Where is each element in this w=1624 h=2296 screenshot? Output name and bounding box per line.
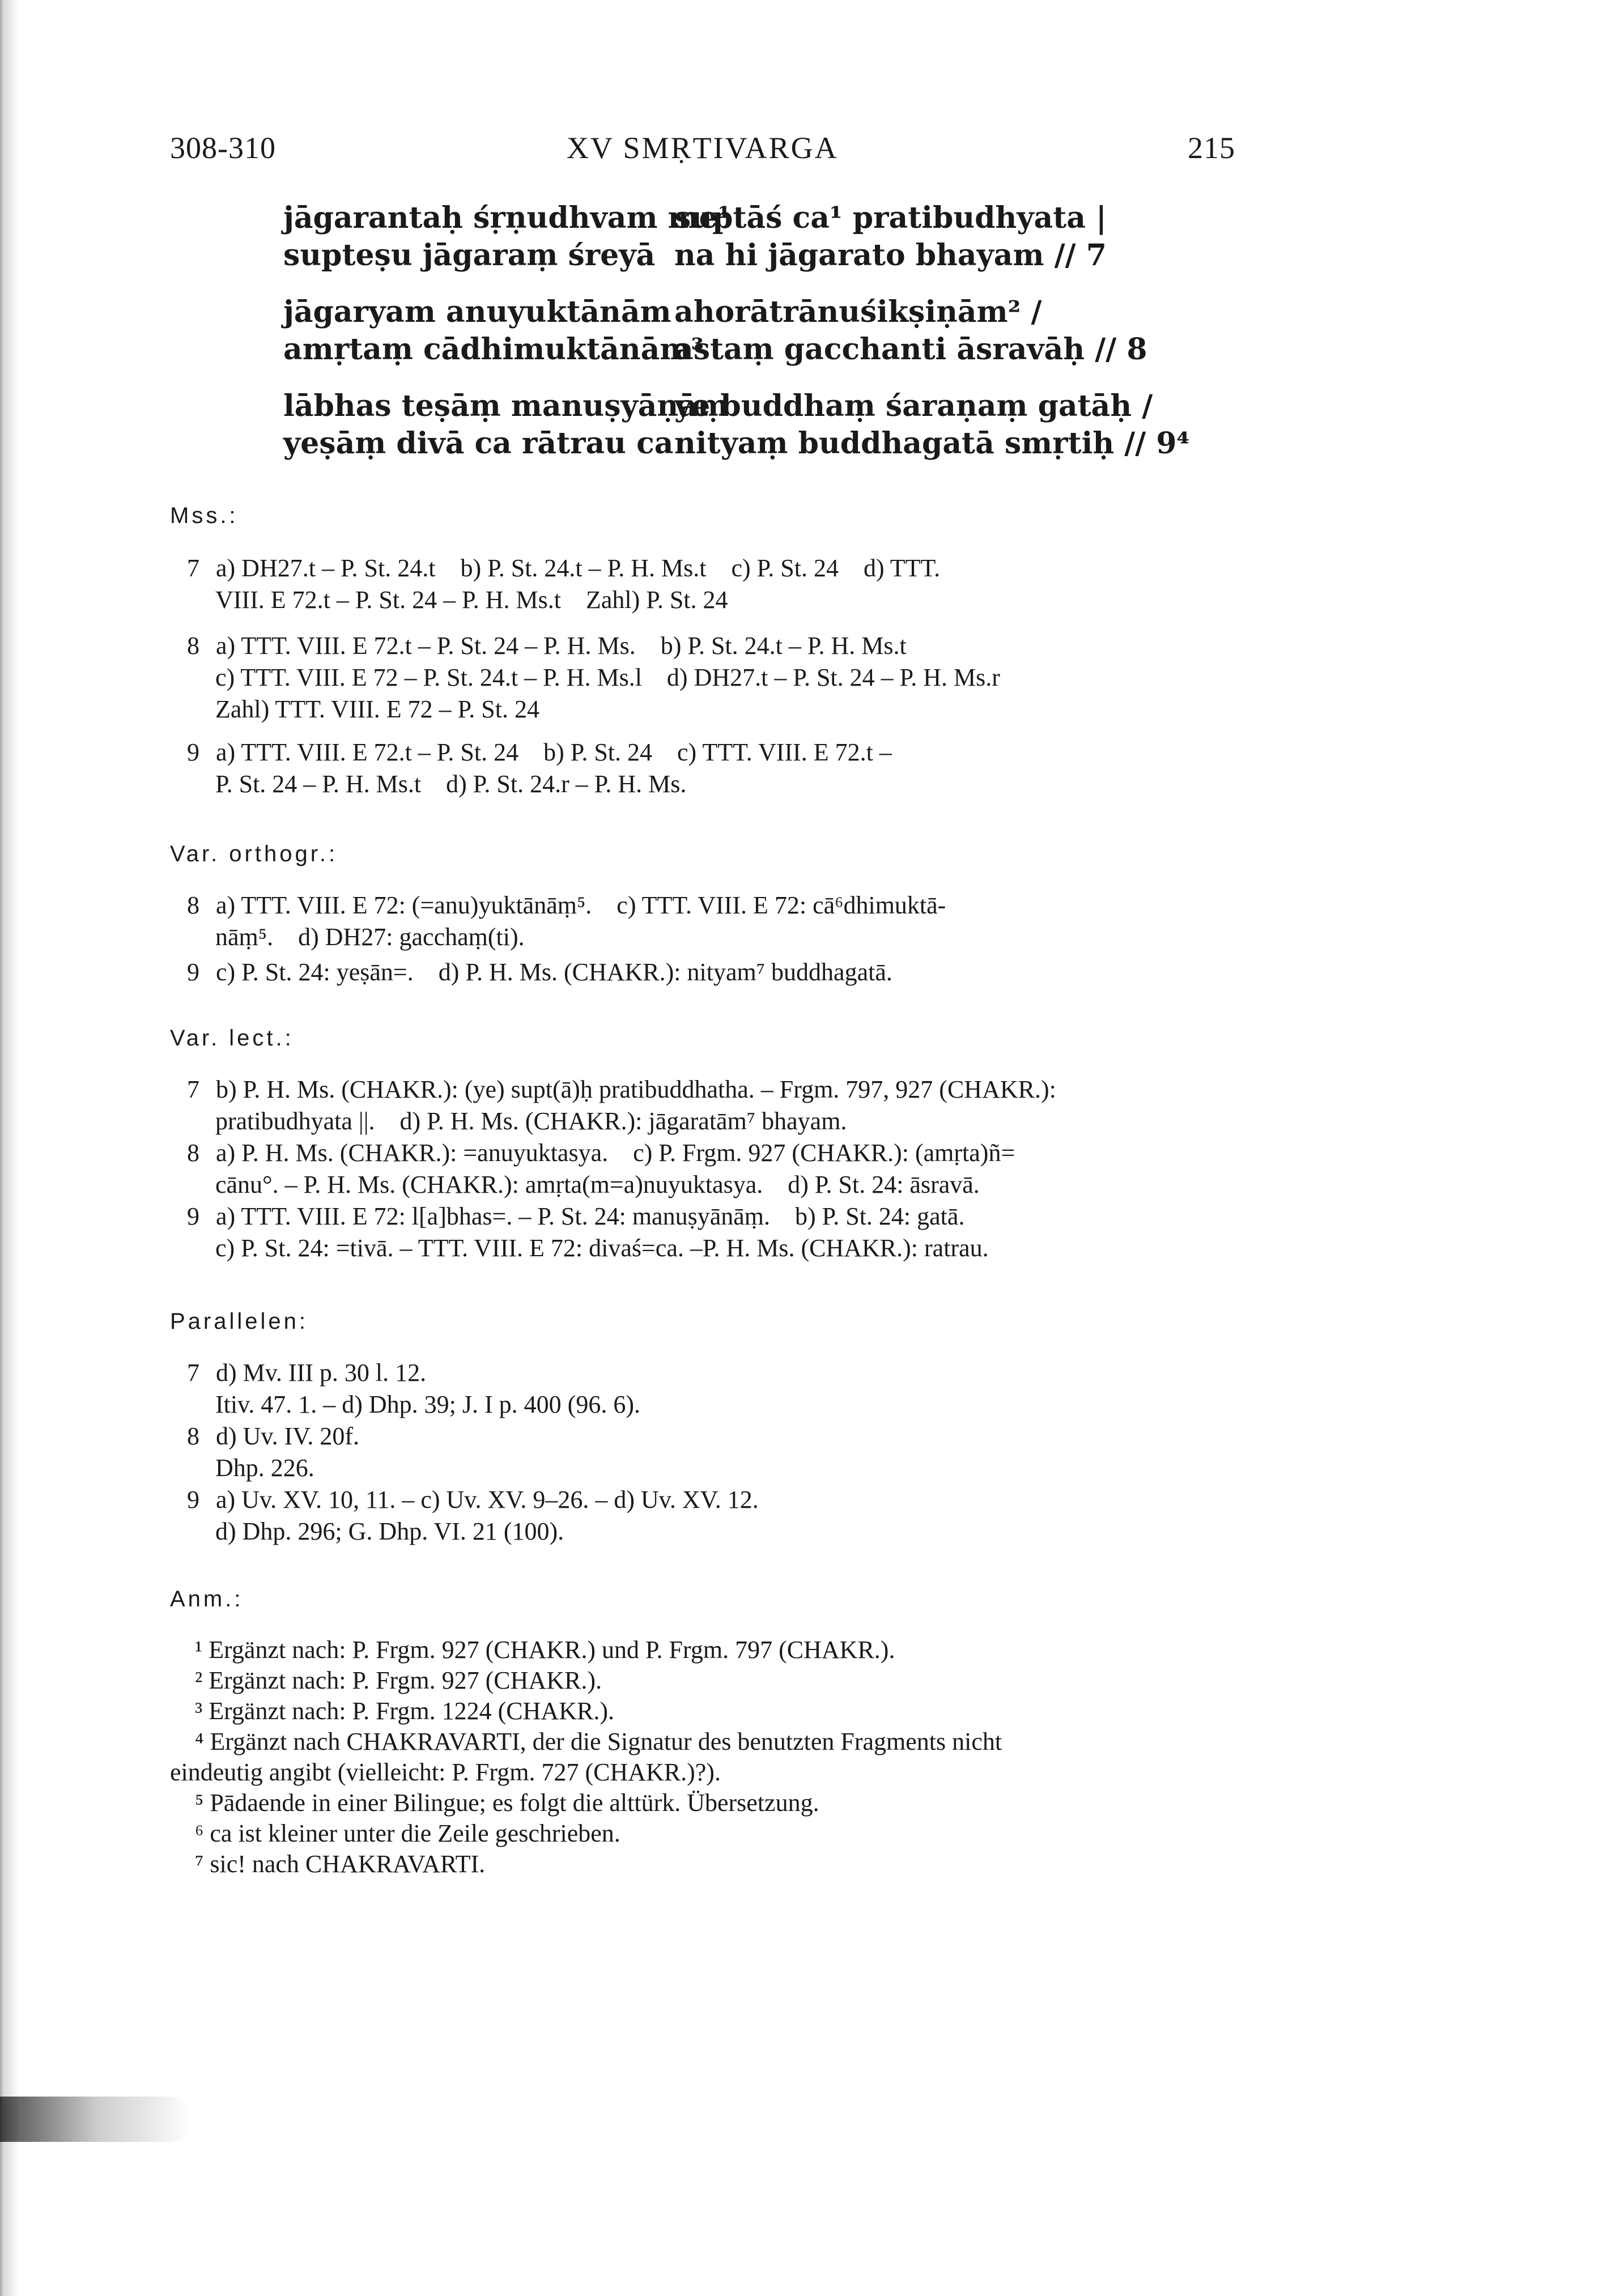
entry-number: 7 bbox=[187, 554, 199, 582]
entry-line: Dhp. 226. bbox=[215, 1454, 314, 1482]
entry-line: a) TTT. VIII. E 72: (=anu)yuktānāṃ⁵. c) TTT. VIII. E 72: cā⁶dhimuktā- bbox=[216, 891, 946, 919]
orthogr-entry-8 bbox=[187, 890, 1235, 953]
entry-number: 9 bbox=[187, 958, 199, 986]
footnote-7: ⁷ sic! nach CHAKRAVARTI. bbox=[170, 1850, 486, 1878]
section-title-anm: Anm.: bbox=[170, 1587, 244, 1612]
verse-8 bbox=[283, 294, 1247, 368]
pada-b: ahorātrānuśikṣiṇām² / bbox=[674, 295, 1042, 329]
verse-7 bbox=[283, 199, 1247, 274]
lect-entry-8 bbox=[187, 1137, 1235, 1201]
verse-line bbox=[283, 294, 1247, 331]
section-title-var-orthogr: Var. orthogr.: bbox=[170, 841, 338, 866]
entry-line: d) Dhp. 296; G. Dhp. VI. 21 (100). bbox=[215, 1517, 564, 1545]
entry-line: c) P. St. 24: yeṣān=. d) P. H. Ms. (CHAKR.): nityam⁷ buddhagatā. bbox=[216, 958, 892, 986]
mss-entry-9 bbox=[187, 737, 1235, 800]
entry-line: Zahl) TTT. VIII. E 72 – P. St. 24 bbox=[215, 695, 539, 723]
entry-line: a) DH27.t – P. St. 24.t b) P. St. 24.t – P. H. Ms.t c) P. St. 24 d) TTT. bbox=[216, 554, 941, 582]
mss-entry-8 bbox=[187, 630, 1235, 725]
entry-line: b) P. H. Ms. (CHAKR.): (ye) supt(ā)ḥ pratibuddhatha. – Frgm. 797, 927 (CHAKR.): bbox=[216, 1075, 1056, 1103]
entry-number: 7 bbox=[187, 1359, 199, 1387]
entry-number: 8 bbox=[187, 1139, 199, 1167]
pada-d: nityaṃ buddhagatā smṛtiḥ // 9⁴ bbox=[674, 426, 1190, 461]
mss-entry-7 bbox=[187, 552, 1235, 616]
pada-a: jāgaryam anuyuktānām bbox=[283, 295, 671, 329]
entry-line: cānu°. – P. H. Ms. (CHAKR.): amṛta(m=a)nuyuktasya. d) P. St. 24: āsravā. bbox=[215, 1171, 980, 1198]
verse-line bbox=[283, 331, 1247, 368]
entry-number: 8 bbox=[187, 1422, 199, 1450]
page-number: 215 bbox=[1188, 131, 1235, 165]
verse-9 bbox=[283, 388, 1247, 462]
pada-a: lābhas teṣāṃ manuṣyāṇāṃ bbox=[283, 389, 729, 423]
entry-line: a) P. H. Ms. (CHAKR.): =anuyuktasya. c) P. Frgm. 927 (CHAKR.): (amṛta)ñ= bbox=[216, 1139, 1015, 1167]
pada-b: suptāś ca¹ pratibudhyata | bbox=[674, 201, 1107, 235]
section-title-mss: Mss.: bbox=[170, 503, 239, 528]
lect-entry-9 bbox=[187, 1201, 1235, 1264]
footnote-6: ⁶ ca ist kleiner unter die Zeile geschrieben. bbox=[170, 1819, 620, 1847]
verse-line bbox=[283, 237, 1247, 274]
entry-line: VIII. E 72.t – P. St. 24 – P. H. Ms.t Zahl) P. St. 24 bbox=[215, 586, 728, 614]
pada-d: na hi jāgarato bhayam // 7 bbox=[674, 238, 1107, 273]
entry-line: P. St. 24 – P. H. Ms.t d) P. St. 24.r – P. H. Ms. bbox=[215, 770, 687, 798]
lect-entry-7 bbox=[187, 1074, 1235, 1137]
pada-d: astaṃ gacchanti āsravāḥ // 8 bbox=[674, 332, 1147, 367]
entry-line: a) TTT. VIII. E 72.t – P. St. 24 b) P. St. 24 c) TTT. VIII. E 72.t – bbox=[216, 738, 892, 766]
verse-line bbox=[283, 199, 1247, 237]
orthogr-entry-9 bbox=[187, 956, 1235, 988]
scan-edge-shadow bbox=[0, 0, 23, 2296]
entry-line: Itiv. 47. 1. – d) Dhp. 39; J. I p. 400 (96. 6). bbox=[215, 1391, 640, 1418]
footnote-1: ¹ Ergänzt nach: P. Frgm. 927 (CHAKR.) und P. Frgm. 797 (CHAKR.). bbox=[170, 1636, 895, 1664]
footnote-5: ⁵ Pādaende in einer Bilingue; es folgt die alttürk. Übersetzung. bbox=[170, 1789, 819, 1817]
footnote-2: ² Ergänzt nach: P. Frgm. 927 (CHAKR.). bbox=[170, 1666, 602, 1694]
entry-number: 7 bbox=[187, 1075, 199, 1103]
entry-number: 8 bbox=[187, 891, 199, 919]
chapter-title: XV SMṚTIVARGA bbox=[567, 131, 839, 165]
verse-line bbox=[283, 425, 1247, 462]
entry-number: 9 bbox=[187, 1486, 199, 1513]
pada-c: yeṣāṃ divā ca rātrau ca bbox=[283, 426, 674, 461]
entry-line: a) TTT. VIII. E 72: l[a]bhas=. – P. St. 24: manuṣyānāṃ. b) P. St. 24: gatā. bbox=[216, 1202, 965, 1230]
entry-number: 8 bbox=[187, 632, 199, 660]
pada-b: ye buddhaṃ śaraṇaṃ gatāḥ / bbox=[674, 389, 1153, 423]
entry-number: 9 bbox=[187, 1202, 199, 1230]
entry-line: nāṃ⁵. d) DH27: gacchaṃ(ti). bbox=[215, 923, 525, 951]
entry-line: d) Uv. IV. 20f. bbox=[216, 1422, 359, 1450]
pada-c: supteṣu jāgaraṃ śreyā bbox=[283, 238, 656, 273]
entry-line: d) Mv. III p. 30 l. 12. bbox=[216, 1359, 427, 1387]
footnote-4-cont: eindeutig angibt (vielleicht: P. Frgm. 727 (CHAKR.)?). bbox=[170, 1758, 721, 1786]
entry-line: pratibudhyata ||. d) P. H. Ms. (CHAKR.): jāgaratām⁷ bhayam. bbox=[215, 1107, 847, 1135]
entry-number: 9 bbox=[187, 738, 199, 766]
entry-line: a) Uv. XV. 10, 11. – c) Uv. XV. 9–26. – d) Uv. XV. 12. bbox=[216, 1486, 759, 1513]
section-title-parallelen: Parallelen: bbox=[170, 1309, 309, 1334]
entry-line: a) TTT. VIII. E 72.t – P. St. 24 – P. H. Ms. b) P. St. 24.t – P. H. Ms.t bbox=[216, 632, 907, 660]
verse-line bbox=[283, 388, 1247, 425]
running-header bbox=[170, 130, 1235, 176]
footnote-3: ³ Ergänzt nach: P. Frgm. 1224 (CHAKR.). bbox=[170, 1697, 614, 1725]
pada-a: jāgarantaḥ śṛṇudhvam me¹ bbox=[283, 201, 731, 235]
entry-line: c) TTT. VIII. E 72 – P. St. 24.t – P. H. Ms.l d) DH27.t – P. St. 24 – P. H. Ms.r bbox=[215, 664, 1000, 691]
pada-c: amṛtaṃ cādhimuktānām³ bbox=[283, 332, 704, 367]
scan-smudge bbox=[0, 2097, 193, 2142]
entry-line: c) P. St. 24: =tivā. – TTT. VIII. E 72: divaś=ca. –P. H. Ms. (CHAKR.): ratrau. bbox=[215, 1234, 989, 1262]
parallel-entry-9 bbox=[187, 1484, 1235, 1547]
verse-range: 308-310 bbox=[170, 131, 276, 165]
section-title-var-lect: Var. lect.: bbox=[170, 1026, 294, 1051]
footnote-4: ⁴ Ergänzt nach CHAKRAVARTI, der die Signatur des benutzten Fragments nicht bbox=[170, 1728, 1002, 1755]
parallel-entry-8 bbox=[187, 1421, 1235, 1484]
parallel-entry-7 bbox=[187, 1357, 1235, 1421]
